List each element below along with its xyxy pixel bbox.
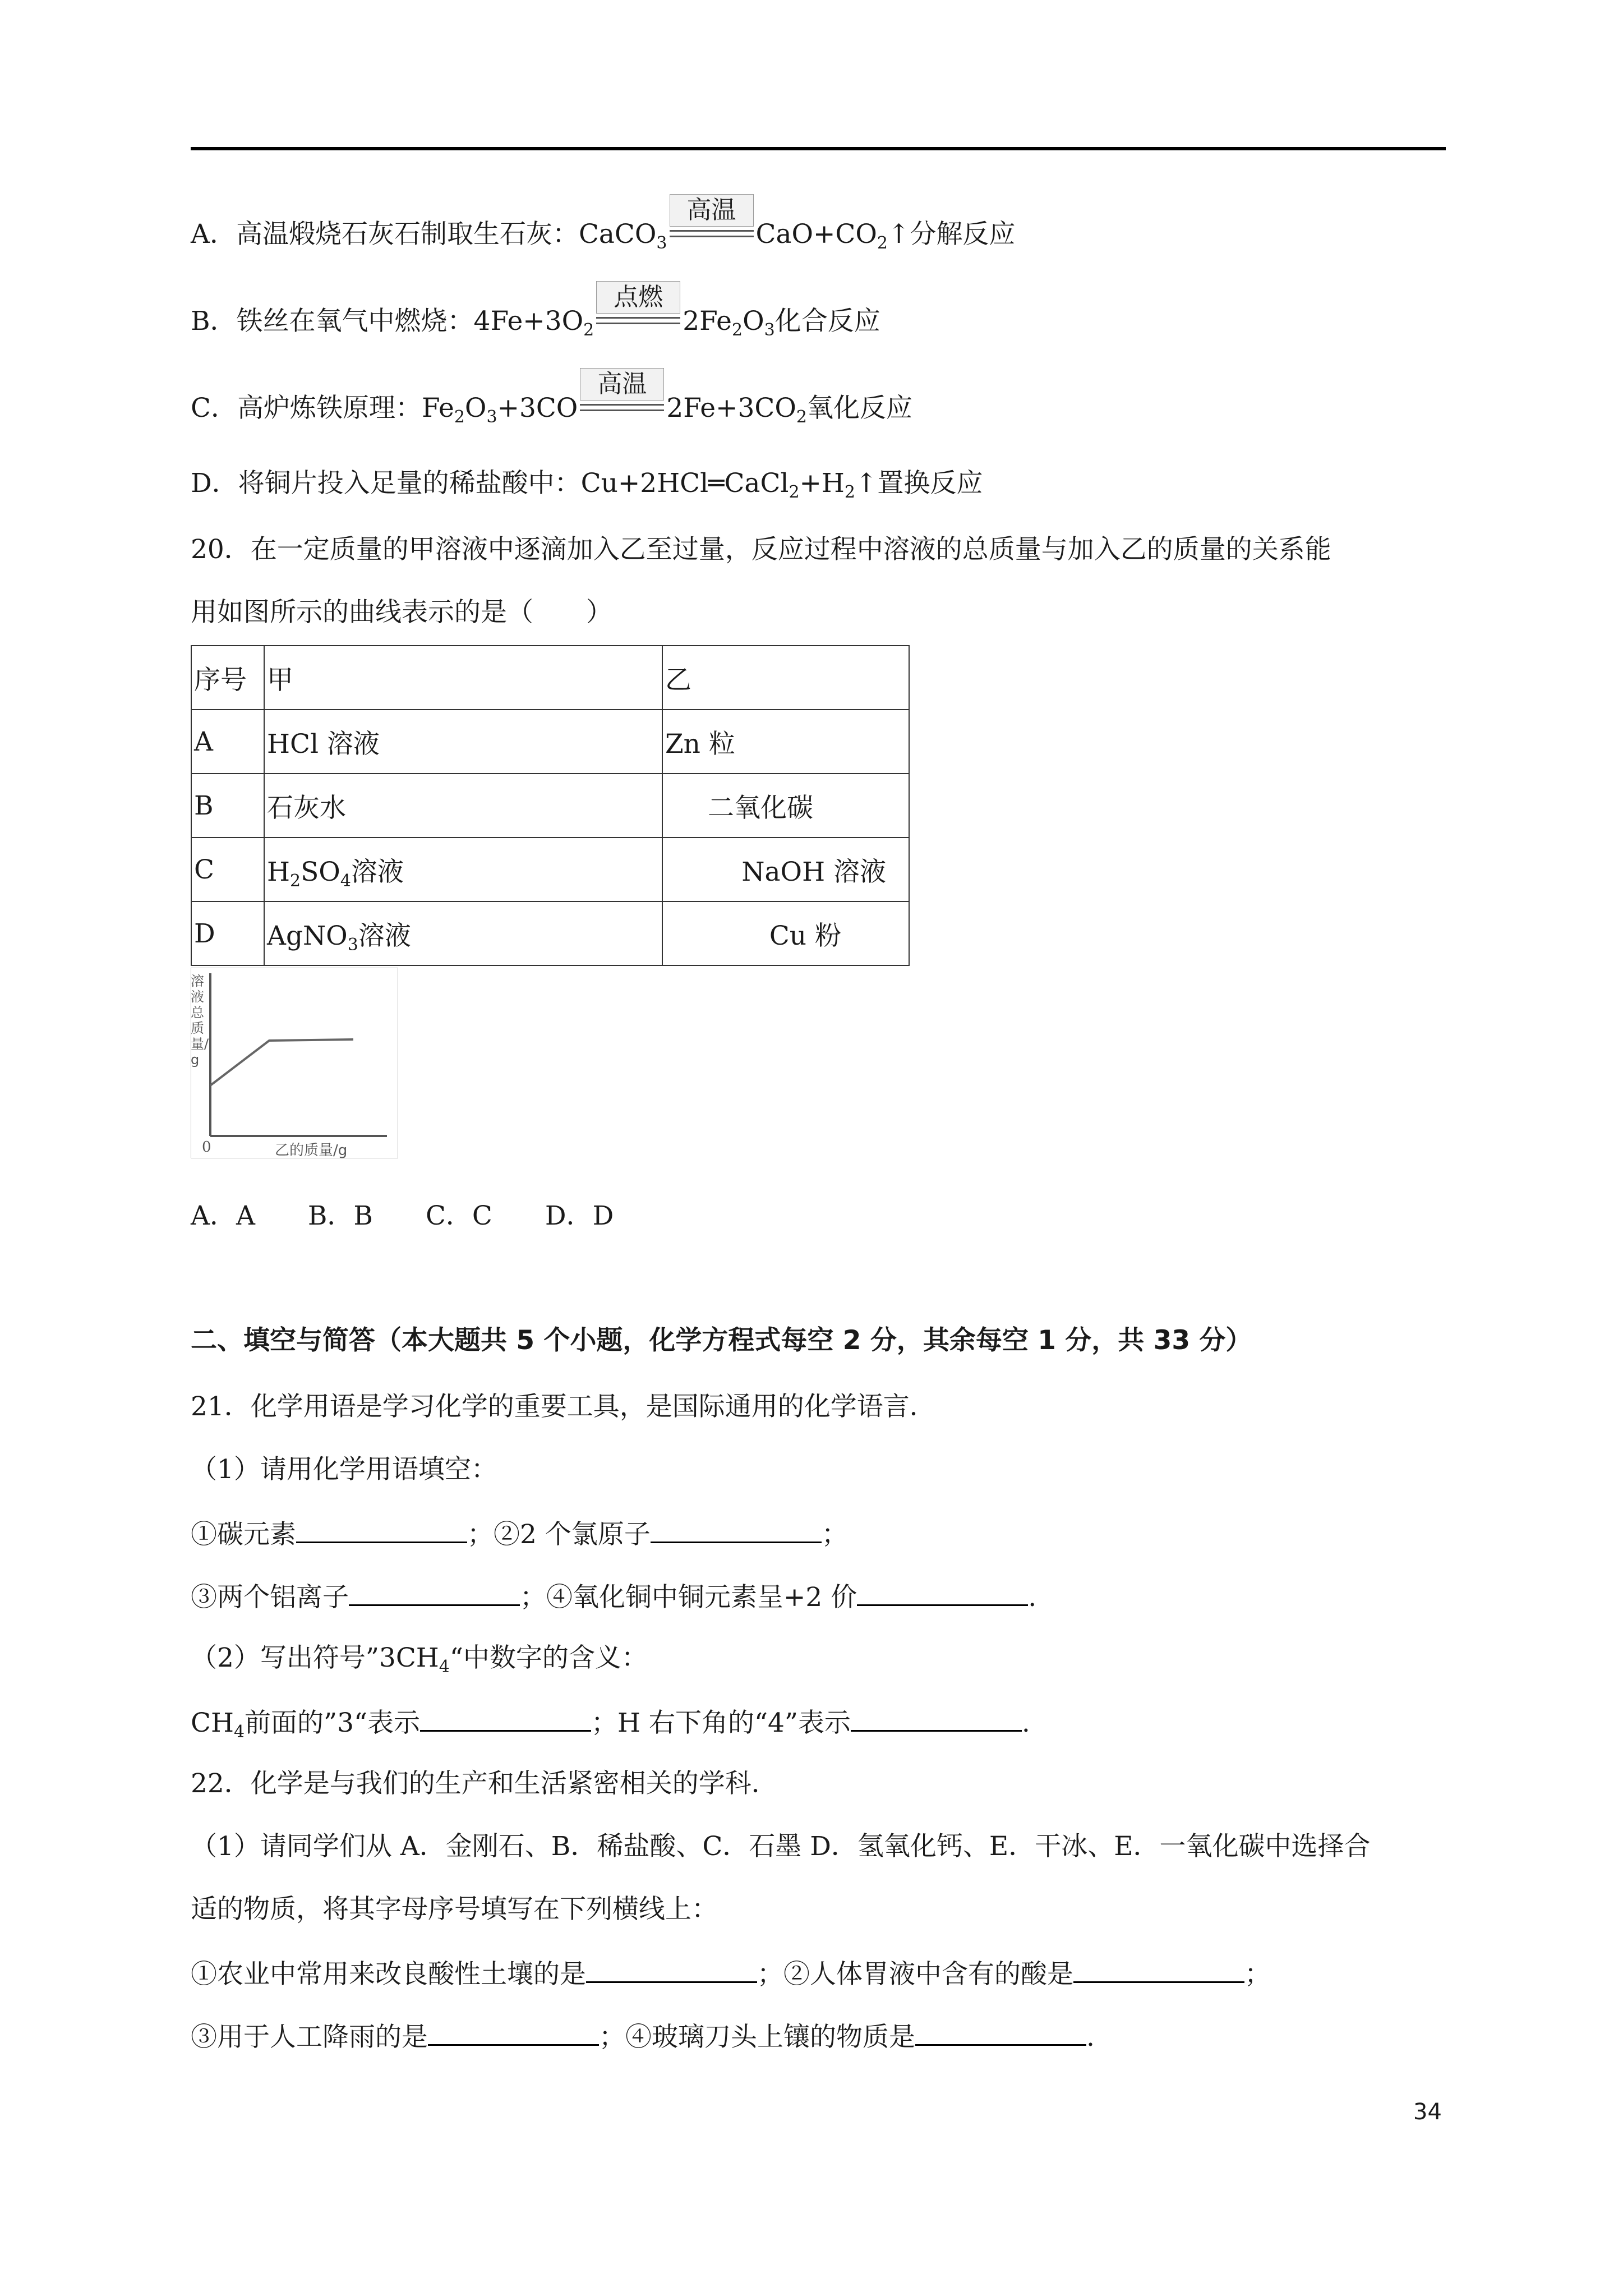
table-header-row: 序号 甲 乙 — [191, 646, 909, 710]
q19-option-d: D．将铜片投入足量的稀盐酸中：$Cu+2HCl═CaCl_2+H_2↑$置换反应 — [191, 468, 983, 502]
answer-blank[interactable] — [586, 1955, 757, 1983]
q20-options-table — [191, 645, 910, 966]
answer-blank[interactable] — [420, 1704, 591, 1732]
q21-part2: （2）写出符号$”3CH_4“$中数字的含义： — [191, 1642, 648, 1677]
header-rule — [191, 147, 1446, 150]
table-row: A HCl 溶液 Zn 粒 — [191, 710, 909, 774]
q20-stem-line2: 用如图所示的曲线表示的是（ ） — [191, 597, 612, 628]
section-2-heading: 二、填空与简答（本大题共 5 个小题，化学方程式每空 2 分，其余每空 1 分，共 33 分） — [191, 1325, 1252, 1356]
table-row: B 石灰水 二氧化碳 — [191, 774, 909, 838]
reaction-condition: 高温 — [580, 392, 664, 425]
graph-origin-label: 0 — [202, 1139, 211, 1156]
table-row: D AgNO$_3$溶液 Cu 粉 — [191, 901, 909, 965]
q21-line6: $CH_4$前面的”3“表示 ；H 右下角的“4”表示 . — [191, 1704, 1030, 1740]
q21-line3: ①碳元素 ；②2 个氯原子 ； — [191, 1516, 848, 1552]
q21-line4: ③两个铝离子 ；④氧化铜中铜元素呈+2 价 . — [191, 1579, 1036, 1614]
q22-line5: ③用于人工降雨的是 ；④玻璃刀头上镶的物质是 . — [191, 2018, 1095, 2054]
answer-blank[interactable] — [651, 1516, 822, 1543]
answer-blank[interactable] — [857, 1579, 1028, 1606]
reaction-condition: 点燃 — [596, 305, 680, 338]
q21-part1: （1）请用化学用语填空： — [191, 1454, 497, 1485]
q22-line4: ①农业中常用来改良酸性土壤的是 ；②人体胃液中含有的酸是 ； — [191, 1955, 1271, 1991]
graph-y-label: 溶液总质量/g — [191, 973, 209, 1068]
answer-blank[interactable] — [915, 2018, 1086, 2046]
q22-part1-line2: 适的物质，将其字母序号填写在下列横线上： — [191, 1894, 718, 1925]
q22-stem: 22．化学是与我们的生产和生活紧密相关的学科． — [191, 1768, 778, 1799]
q21-stem: 21．化学用语是学习化学的重要工具，是国际通用的化学语言． — [191, 1391, 936, 1422]
mass-curve-graph — [191, 968, 398, 1158]
q19-option-b: B．铁丝在氧气中燃烧：$4Fe+3O_2$ 点燃 $2Fe_2O_3$化合反应 — [191, 305, 880, 338]
q22-part1-line1: （1）请同学们从 A．金刚石、B．稀盐酸、C．石墨 D．氢氧化钙、E．干冰、E．一氧化碳中选择合 — [191, 1831, 1371, 1862]
graph-x-label: 乙的质量/g — [275, 1142, 348, 1159]
table-row: C $H_2SO_4$溶液 NaOH 溶液 — [191, 838, 909, 901]
answer-blank[interactable] — [428, 2018, 599, 2046]
q20-answer-choices: A．A B．B C．C D．D — [191, 1200, 614, 1231]
q19-option-a: A．高温煅烧石灰石制取生石灰：CaCO$_3$ 高温 $CaO+CO_2↑$分解反应 — [191, 218, 1015, 251]
reaction-condition: 高温 — [670, 218, 754, 251]
q19-option-c: C．高炉炼铁原理：$Fe_2O_3+3CO$ 高温 $2Fe+3CO_2$氧化反应 — [191, 392, 912, 425]
answer-blank[interactable] — [349, 1579, 520, 1606]
answer-blank[interactable] — [851, 1704, 1022, 1732]
answer-blank[interactable] — [296, 1516, 467, 1543]
q20-stem-line1: 20．在一定质量的甲溶液中逐滴加入乙至过量，反应过程中溶液的总质量与加入乙的质量的关系能 — [191, 534, 1331, 565]
answer-blank[interactable] — [1073, 1955, 1244, 1983]
page-number: 34 — [1413, 2099, 1442, 2125]
